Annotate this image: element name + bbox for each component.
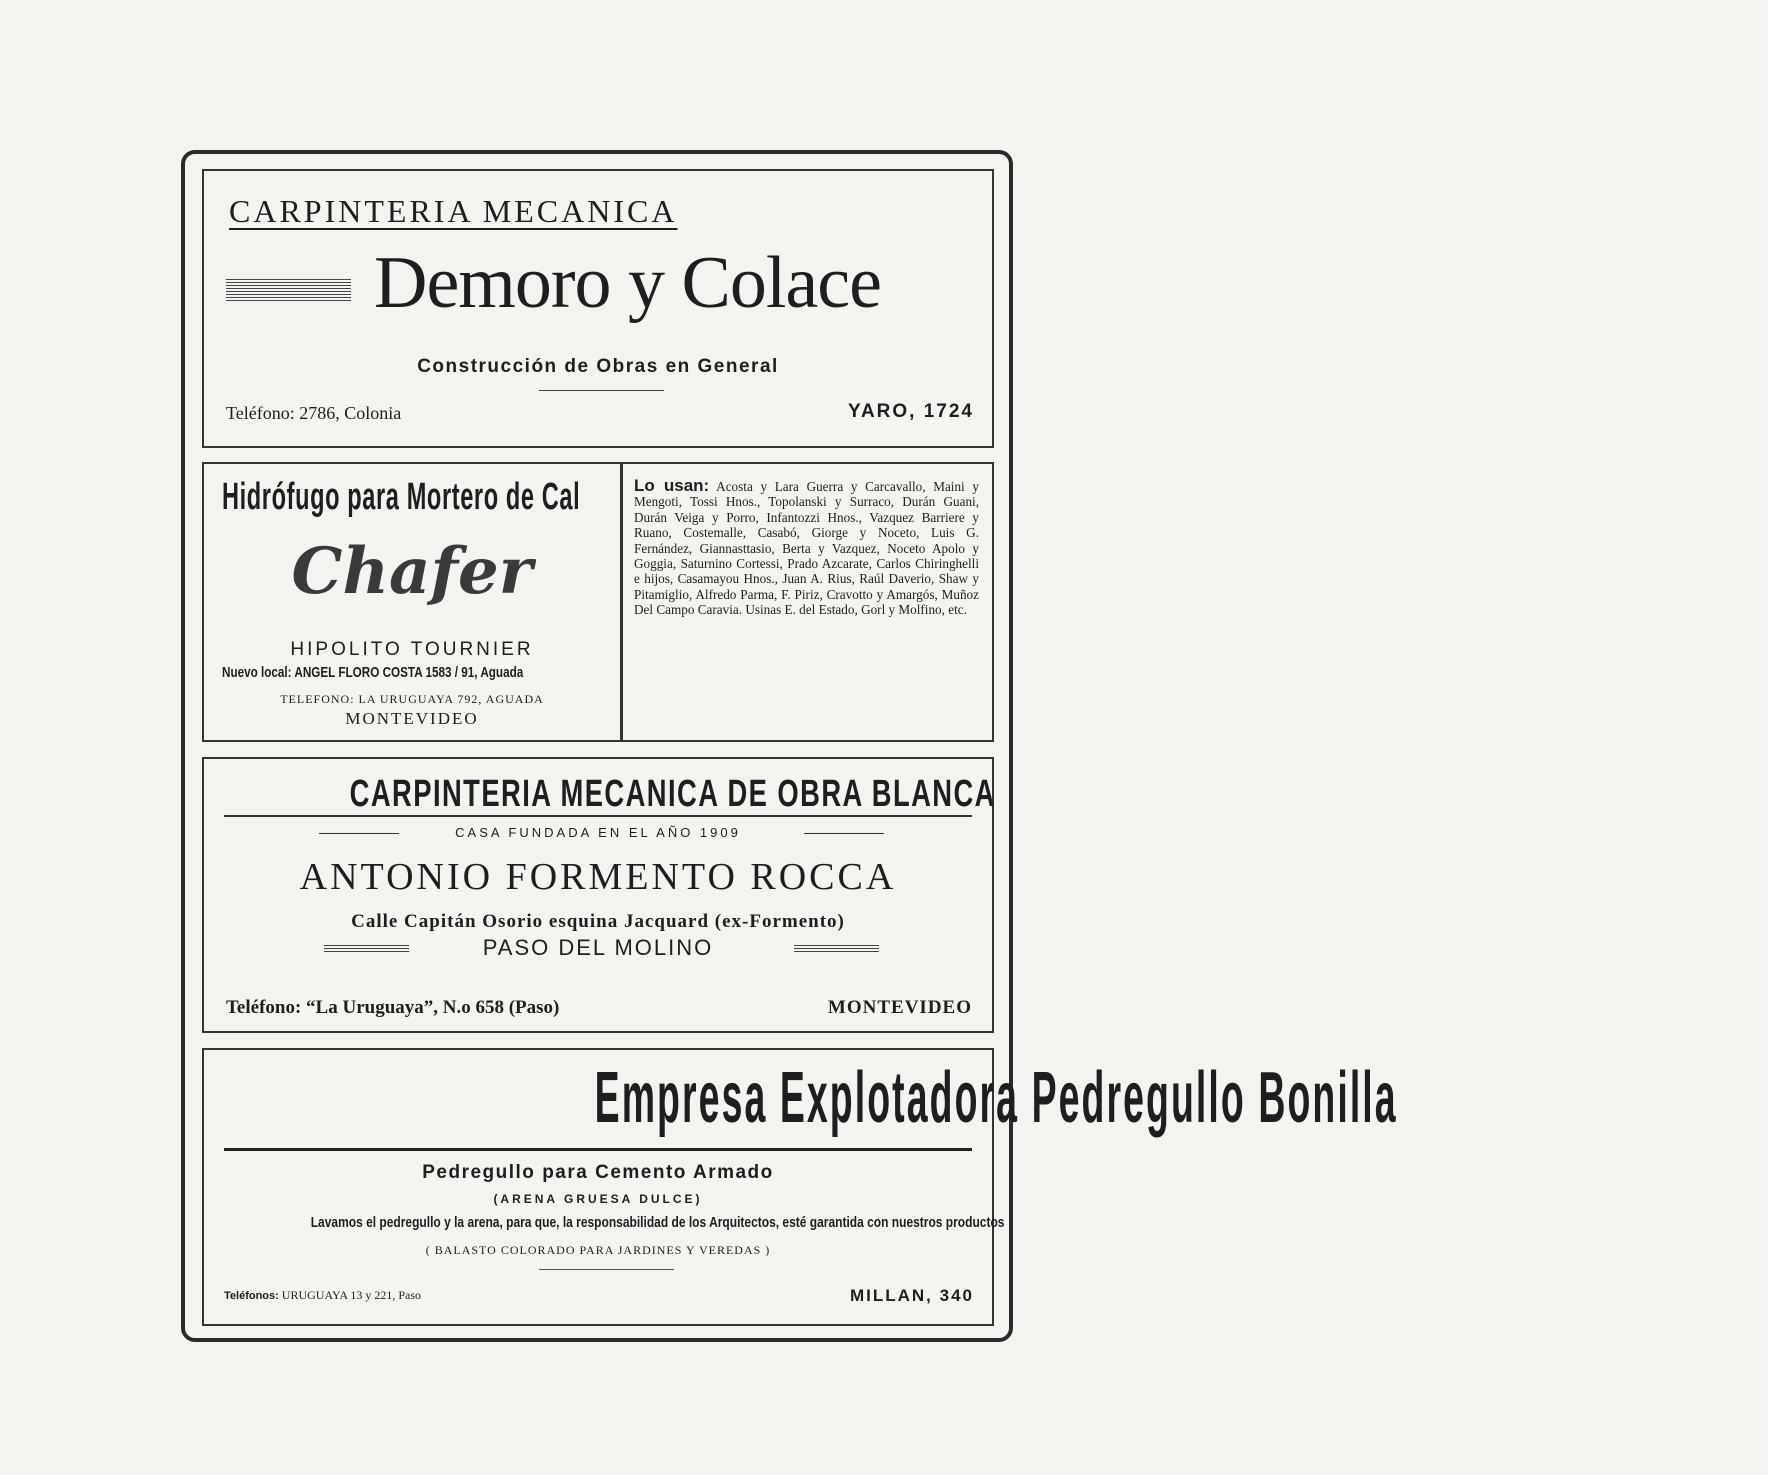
ad2-location-text: Nuevo local: ANGEL FLORO COSTA 1583 / 91, Aguada — [222, 664, 524, 681]
ad2-users-label: Lo usan: — [634, 476, 710, 495]
decorative-lines — [226, 279, 351, 301]
ad4-company: Empresa Explotadora Pedregullo Bonilla — [594, 1058, 1398, 1138]
ad2-users — [634, 478, 979, 618]
ad3-owner: ANTONIO FORMENTO ROCCA — [299, 856, 897, 898]
ad4-claim-box — [224, 1214, 1005, 1231]
ad2-owner: HIPOLITO TOURNIER — [290, 639, 534, 660]
ad-demoro-colace — [202, 169, 994, 448]
ad3-phone: Teléfono: “La Uruguaya”, N.o 658 (Paso) — [226, 997, 560, 1018]
ad4-product: Pedregullo para Cemento Armado — [422, 1162, 774, 1183]
ad4-sand: (ARENA GRUESA DULCE) — [493, 1192, 703, 1206]
ad2-product-line: Hidrófugo para Mortero de Cal — [222, 476, 581, 518]
column-divider — [620, 464, 623, 740]
ad3-city: MONTEVIDEO — [827, 997, 972, 1018]
ad1-address: YARO, 1724 — [848, 401, 974, 422]
ad2-users-list: Acosta y Lara Guerra y Carcavallo, Maini y Mengoti, Tossi Hnos., Topolanski y Surraco, Durán Guani, Durán Veiga y Porro, Infantozzi Hnos., Vazquez Barriere y Ruano, Costemalle, Casabó, Giorge y Noceto, Luis G. Fernández, Giannasttasio, Berta y Vazquez, Noceto Apolo y Goggia, Saturnino Cortessi, Prado Azcarate, Carlos Chiringhelli e hijos, Casamayou Hnos., Juan A. Rius, Raúl Daverio, Shaw y Pitamiglio, Alfredo Parma, F. Piriz, Cravotto y Amargós, Muñoz Del Campo Caravia. Usinas E. del Estado, Gorl y Molfino, etc. — [634, 479, 979, 618]
ad1-heading: CARPINTERIA MECANICA — [229, 193, 678, 229]
ad4-phone-label: Teléfonos: — [224, 1290, 279, 1302]
ad3-heading: CARPINTERIA MECANICA DE OBRA BLANCA — [349, 773, 996, 815]
divider — [539, 390, 664, 391]
ad-formento-rocca — [202, 757, 994, 1033]
ad-pedregullo-bonilla — [202, 1048, 1398, 1326]
ad1-phone: Teléfono: 2786, Colonia — [226, 403, 402, 423]
company-rule — [224, 1148, 972, 1151]
ad4-address: MILLAN, 340 — [849, 1286, 974, 1305]
ad4-ballast: ( BALASTO COLORADO PARA JARDINES Y VEREDAS ) — [425, 1243, 771, 1257]
ad3-street: Calle Capitán Osorio esquina Jacquard (ex-Formento) — [351, 911, 845, 932]
ad4-phone-number: URUGUAYA 13 y 221, Paso — [281, 1288, 422, 1302]
ad4-company-box — [224, 1058, 1398, 1138]
ad3-heading-box — [224, 773, 996, 816]
ad3-district: PASO DEL MOLINO — [482, 935, 714, 960]
ad2-product-line-box — [222, 476, 612, 526]
decorative-lines-right — [794, 945, 879, 953]
ad1-tagline: Construcción de Obras en General — [417, 356, 779, 377]
founded-line-right — [804, 833, 884, 834]
ad-chafer — [202, 462, 994, 742]
ad4-phone — [224, 1288, 421, 1303]
ad3-founded: CASA FUNDADA EN EL AÑO 1909 — [455, 825, 741, 840]
ad2-city: MONTEVIDEO — [345, 709, 479, 728]
chafer-logo: Chafer — [291, 534, 533, 609]
divider — [539, 1269, 674, 1270]
ad2-location — [222, 664, 617, 681]
ad4-claim: Lavamos el pedregullo y la arena, para que, la responsabilidad de los Arquitectos, esté garantida con nuestros productos — [310, 1214, 1005, 1231]
ad1-company-name: Demoro y Colace — [374, 242, 881, 324]
ad2-phone: TELEFONO: LA URUGUAYA 792, AGUADA — [280, 692, 544, 706]
heading-rule — [224, 815, 972, 817]
